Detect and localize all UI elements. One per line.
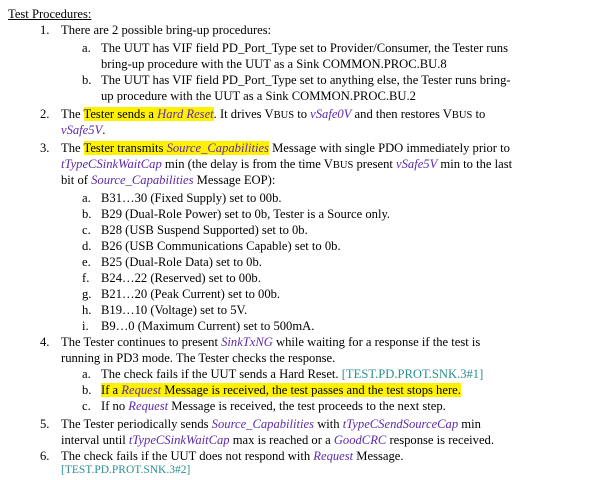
item-2-line-1: The Tester sends a Hard Reset. It drives VBUS to vSafe0V and then restores VBUS to bbox=[61, 107, 486, 121]
sub-marker: b. bbox=[82, 73, 92, 87]
item-4-line-2: running in PD3 mode. The Tester checks the response. bbox=[61, 351, 336, 365]
highlighted-text: Tester transmits Source_Capabilities bbox=[83, 141, 269, 155]
sub-4b-text bbox=[101, 382, 461, 398]
pdo-field-item: B24…22 (Reserved) set to 00b. bbox=[101, 271, 261, 285]
item-number: 6. bbox=[40, 449, 50, 463]
item-3-line-1: The Tester transmits Source_Capabilities Message with single PDO immediately prior to bbox=[61, 141, 510, 155]
item-number: 4. bbox=[40, 335, 50, 349]
item-4-line-1: The Tester continues to present SinkTxNG while waiting for a response if the test is bbox=[61, 335, 481, 349]
sub-1b-line-1: The UUT has VIF field PD_Port_Type set to anything else, the Tester runs bring- bbox=[101, 73, 511, 87]
item-number: 5. bbox=[40, 417, 50, 431]
item-3-line-3: bit of Source_Capabilities Message EOP): bbox=[61, 173, 276, 187]
sub-marker: h. bbox=[82, 303, 92, 317]
item-number: 1. bbox=[40, 23, 50, 37]
sub-marker: b. bbox=[82, 207, 92, 221]
pdo-field-item: B29 (Dual-Role Power) set to 0b, Tester is a Source only. bbox=[101, 207, 391, 221]
pdo-field-item: B21…20 (Peak Current) set to 00b. bbox=[101, 287, 281, 301]
sub-marker: c. bbox=[82, 223, 91, 237]
sub-marker: g. bbox=[82, 287, 92, 301]
test-reference-link: [TEST.PD.PROT.SNK.3#2] bbox=[61, 464, 191, 476]
sub-marker: e. bbox=[82, 255, 91, 269]
sub-4c-text: If no Request Message is received, the test proceeds to the next step. bbox=[101, 399, 446, 413]
pdo-field-item: B19…10 (Voltage) set to 5V. bbox=[101, 303, 248, 317]
pdo-field-item: B9…0 (Maximum Current) set to 500mA. bbox=[101, 319, 315, 333]
sub-marker: f. bbox=[82, 271, 90, 285]
sub-1b-line-2: up procedure with the UUT as a Sink COMMON.PROC.BU.2 bbox=[101, 89, 416, 103]
item-6-line-1: The check fails if the UUT does not respond with Request Message. bbox=[61, 449, 404, 463]
pdo-field-item: B25 (Dual-Role Data) set to 0b. bbox=[101, 255, 262, 269]
sub-marker: a. bbox=[82, 41, 91, 55]
sub-marker: a. bbox=[82, 191, 91, 205]
highlighted-text: Tester sends a Hard Reset bbox=[83, 107, 214, 121]
sub-4a-text: The check fails if the UUT sends a Hard Reset. [TEST.PD.PROT.SNK.3#1] bbox=[101, 367, 484, 381]
item-5-line-2: interval until tTypeCSinkWaitCap max is reached or a GoodCRC response is received. bbox=[61, 433, 495, 447]
sub-marker: b. bbox=[82, 383, 92, 397]
sub-marker: c. bbox=[82, 399, 91, 413]
section-heading: Test Procedures: bbox=[8, 7, 92, 21]
pdo-field-item: B28 (USB Suspend Supported) set to 0b. bbox=[101, 223, 308, 237]
pdo-field-item: B26 (USB Communications Capable) set to 0b. bbox=[101, 239, 341, 253]
item-1-text: There are 2 possible bring-up procedures: bbox=[61, 23, 272, 37]
item-2-line-2: vSafe5V. bbox=[61, 123, 106, 137]
item-number: 2. bbox=[40, 107, 50, 121]
sub-1a-line-1: The UUT has VIF field PD_Port_Type set to Provider/Consumer, the Tester runs bbox=[101, 41, 508, 55]
sub-marker: d. bbox=[82, 239, 92, 253]
test-reference-link: [TEST.PD.PROT.SNK.3#1] bbox=[341, 367, 484, 381]
sub-marker: i. bbox=[82, 319, 89, 333]
sub-marker: a. bbox=[82, 367, 91, 381]
item-number: 3. bbox=[40, 141, 50, 155]
highlighted-text: If a Request Message is received, the test passes and the test stops here. bbox=[101, 383, 461, 397]
sub-1a-line-2: bring-up procedure with the UUT as a Sink COMMON.PROC.BU.8 bbox=[101, 57, 447, 71]
item-3-line-2: tTypeCSinkWaitCap min (the delay is from the time VBUS present vSafe5V min to the last bbox=[61, 157, 513, 171]
pdo-field-item: B31…30 (Fixed Supply) set to 00b. bbox=[101, 191, 282, 205]
item-5-line-1: The Tester periodically sends Source_Capabilities with tTypeCSendSourceCap min bbox=[61, 417, 481, 431]
